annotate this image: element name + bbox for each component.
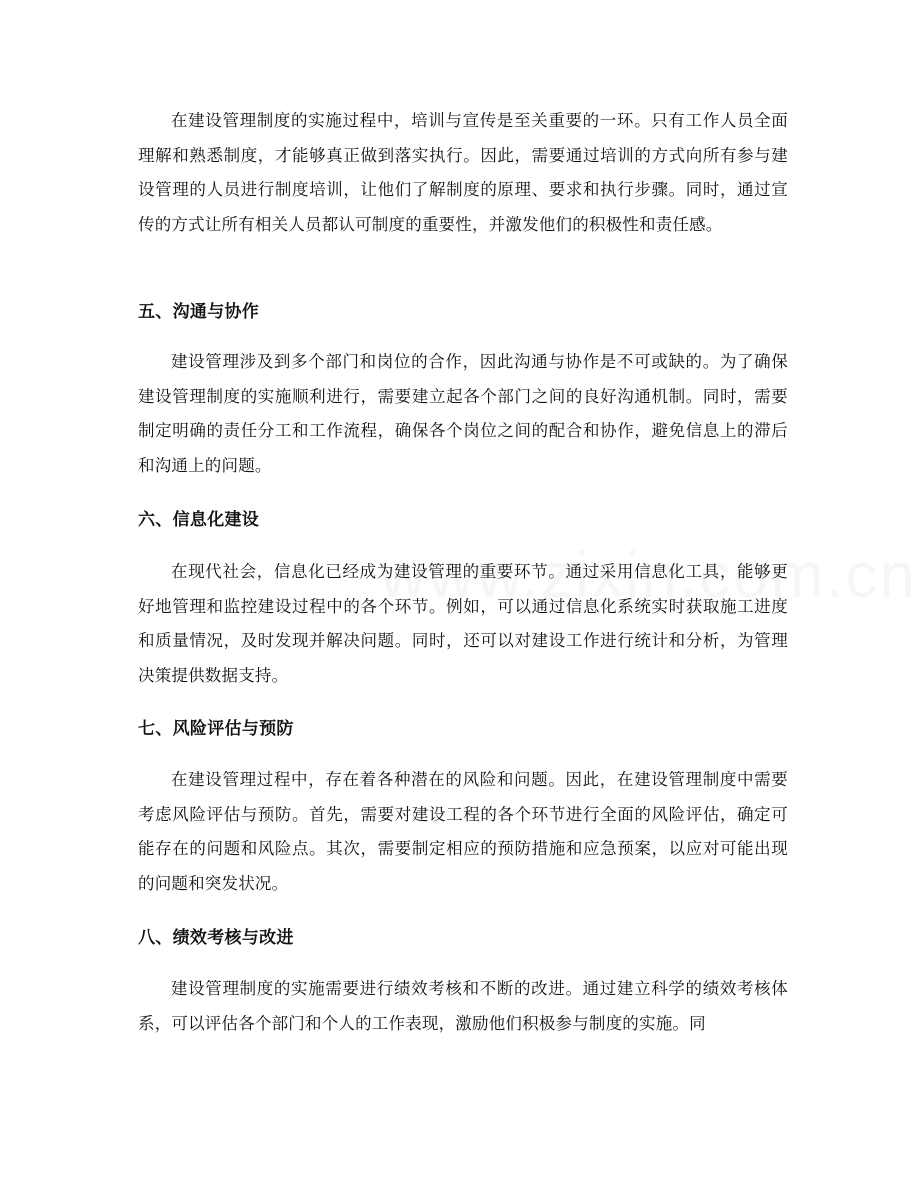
section-paragraph-performance: 建设管理制度的实施需要进行绩效考核和不断的改进。通过建立科学的绩效考核体系，可以评估各个部门和个人的工作表现，激励他们积极参与制度的实施。同	[138, 979, 788, 1033]
section-heading-informatization: 六、信息化建设	[138, 510, 260, 530]
section-paragraph-risk: 在建设管理过程中，存在着各种潜在的风险和问题。因此，在建设管理制度中需要考虑风险评估与预防。首先，需要对建设工程的各个环节进行全面的风险评估，确定可能存在的问题和风险点。其次，需要制定相应的预防措施和应急预案，以应对可能出现的问题和突发状况。	[138, 770, 788, 893]
section-heading-communication: 五、沟通与协作	[138, 302, 260, 322]
section-heading-risk: 七、风险评估与预防	[138, 719, 294, 739]
section-paragraph-communication: 建设管理涉及到多个部门和岗位的合作，因此沟通与协作是不可或缺的。为了确保建设管理制度的实施顺利进行，需要建立起各个部门之间的良好沟通机制。同时，需要制定明确的责任分工和工作流程，确保各个岗位之间的配合和协作，避免信息上的滞后和沟通上的问题。	[138, 352, 788, 475]
intro-paragraph: 在建设管理制度的实施过程中，培训与宣传是至关重要的一环。只有工作人员全面理解和熟悉制度，才能够真正做到落实执行。因此，需要通过培训的方式向所有参与建设管理的人员进行制度培训，让他们了解制度的原理、要求和执行步骤。同时，通过宣传的方式让所有相关人员都认可制度的重要性，并激发他们的积极性和责任感。	[138, 111, 788, 234]
section-heading-performance: 八、绩效考核与改进	[138, 928, 294, 948]
section-paragraph-informatization: 在现代社会，信息化已经成为建设管理的重要环节。通过采用信息化工具，能够更好地管理和监控建设过程中的各个环节。例如，可以通过信息化系统实时获取施工进度和质量情况，及时发现并解决问题。同时，还可以对建设工作进行统计和分析，为管理决策提供数据支持。	[138, 562, 788, 685]
